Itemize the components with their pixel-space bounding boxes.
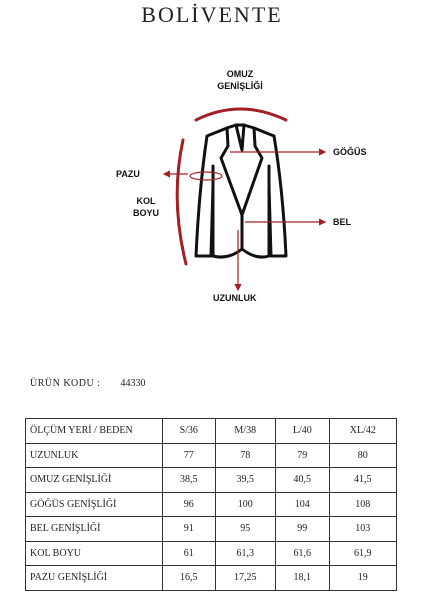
bicep-ellipse bbox=[190, 172, 222, 180]
measurement-diagram bbox=[0, 60, 424, 320]
label-length: UZUNLUK bbox=[213, 293, 257, 303]
table-cell: 61,9 bbox=[329, 541, 396, 566]
table-cell: 61 bbox=[163, 541, 216, 566]
table-row bbox=[26, 517, 397, 542]
table-cell: UZUNLUK bbox=[26, 443, 163, 468]
table-cell: 61,3 bbox=[215, 541, 275, 566]
label-shoulder-width: OMUZ GENİŞLİĞİ bbox=[217, 69, 263, 91]
table-header-cell: M/38 bbox=[215, 419, 275, 444]
size-chart-table bbox=[25, 418, 397, 591]
table-cell: 99 bbox=[275, 517, 329, 542]
shoulder-arc bbox=[196, 109, 286, 120]
table-cell: 77 bbox=[163, 443, 216, 468]
table-cell: 38,5 bbox=[163, 468, 216, 493]
table-header-cell: S/36 bbox=[163, 419, 216, 444]
label-sleeve-length: KOL BOYU bbox=[132, 196, 159, 218]
table-cell: 103 bbox=[329, 517, 396, 542]
table-row bbox=[26, 541, 397, 566]
table-cell: 40,5 bbox=[275, 468, 329, 493]
label-bicep: PAZU bbox=[116, 169, 140, 179]
table-cell: 19 bbox=[329, 566, 396, 591]
table-cell: 95 bbox=[215, 517, 275, 542]
table-cell: 80 bbox=[329, 443, 396, 468]
table-cell: 100 bbox=[215, 492, 275, 517]
table-header-cell: ÖLÇÜM YERİ / BEDEN bbox=[26, 419, 163, 444]
table-cell: 104 bbox=[275, 492, 329, 517]
table-cell: 16,5 bbox=[163, 566, 216, 591]
table-row bbox=[26, 443, 397, 468]
table-cell: 41,5 bbox=[329, 468, 396, 493]
table-row bbox=[26, 566, 397, 591]
table-row bbox=[26, 492, 397, 517]
brand-logo: BOLİVENTE bbox=[141, 2, 283, 27]
label-chest: GÖĞÜS bbox=[333, 147, 367, 157]
table-cell: 39,5 bbox=[215, 468, 275, 493]
table-cell: 91 bbox=[163, 517, 216, 542]
label-waist: BEL bbox=[333, 217, 351, 227]
table-cell: 18,1 bbox=[275, 566, 329, 591]
table-cell: BEL GENİŞLİĞİ bbox=[26, 517, 163, 542]
table-cell: 78 bbox=[215, 443, 275, 468]
sleeve-arc bbox=[177, 140, 186, 264]
table-cell: 79 bbox=[275, 443, 329, 468]
jacket-illustration bbox=[0, 60, 424, 320]
product-code bbox=[30, 378, 146, 389]
table-cell: 61,6 bbox=[275, 541, 329, 566]
table-row bbox=[26, 468, 397, 493]
table-cell: 17,25 bbox=[215, 566, 275, 591]
table-cell: 96 bbox=[163, 492, 216, 517]
product-code-label: ÜRÜN KODU : bbox=[30, 378, 101, 389]
table-cell: OMUZ GENİŞLİĞİ bbox=[26, 468, 163, 493]
table-cell: PAZU GENİŞLİĞİ bbox=[26, 566, 163, 591]
table-cell: KOL BOYU bbox=[26, 541, 163, 566]
table-cell: GÖĞÜS GENİŞLİĞİ bbox=[26, 492, 163, 517]
table-header-cell: L/40 bbox=[275, 419, 329, 444]
product-code-value: 44330 bbox=[120, 378, 146, 389]
table-header-cell: XL/42 bbox=[329, 419, 396, 444]
table-cell: 108 bbox=[329, 492, 396, 517]
table-header-row bbox=[26, 419, 397, 444]
